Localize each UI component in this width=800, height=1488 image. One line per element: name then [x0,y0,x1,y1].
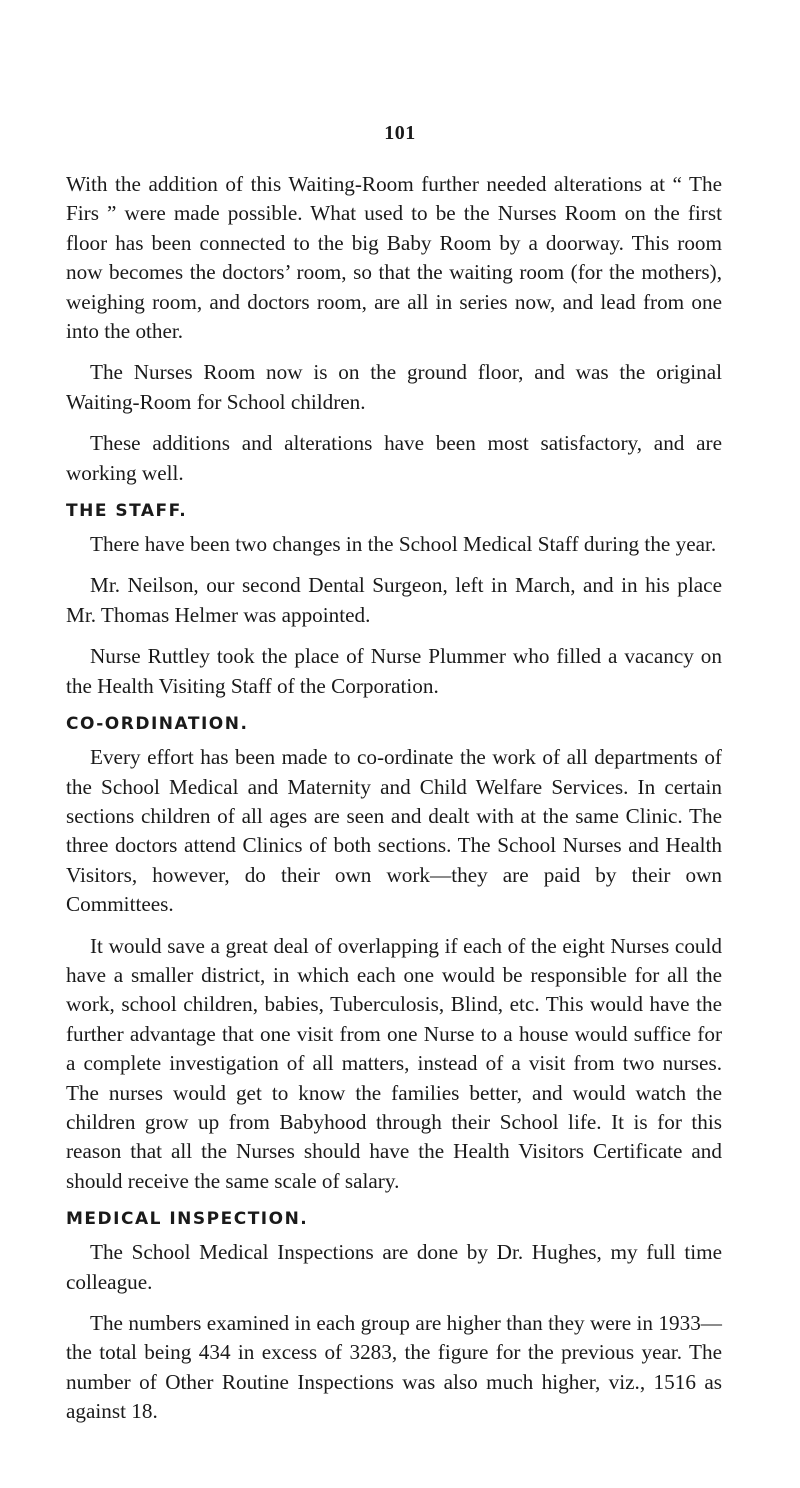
page-number: 101 [384,122,416,144]
paragraph-additions-satisfactory: These additions and alterations have been most satisfactory, and are working well. [66,431,722,485]
heading-co-ordination: CO-ORDINATION. [66,714,249,735]
paragraph-dental-surgeon: Mr. Neilson, our second Dental Surgeon, left in March, and in his place Mr. Thomas Helmer was appointed. [66,573,722,627]
heading-medical-inspection: MEDICAL INSPECTION. [66,1209,309,1230]
paragraph-nurse-ruttley: Nurse Ruttley took the place of Nurse Plummer who filled a vacancy on the Health Visiting Staff of the Corporation. [66,644,722,698]
paragraph-numbers-examined: The numbers examined in each group are higher than they were in 1933—the total being 434 in excess of 3283, the figure for the previous year. The number of Other Routine Inspections was also much higher, viz., 1516 as against 18. [66,1311,722,1424]
heading-the-staff: THE STAFF. [66,501,188,522]
paragraph-inspections-dr-hughes: The School Medical Inspections are done by Dr. Hughes, my full time colleague. [66,1240,722,1294]
document-body [66,170,722,1427]
paragraph-co-ordinate-work: Every effort has been made to co-ordinate the work of all departments of the School Medical and Maternity and Child Welfare Services. In certain sections children of all ages are seen and dealt with at the same Clinic. The three doctors attend Clinics of both sections. The School Nurses and Health Visitors, however, do their own work—they are paid by their own Committees. [66,745,722,917]
paragraph-staff-changes: There have been two changes in the School Medical Staff during the year. [90,532,717,557]
paragraph-firs-alterations: With the addition of this Waiting-Room further needed alterations at “ The Firs ” were made possible. What used to be the Nurses Room on the first floor has been connected to the big Baby Room by a doorway. This room now becomes the doctors’ room, so that the waiting room (for the mothers), weighing room, and doctors room, are all in series now, and lead from one into the other. [66,172,722,344]
paragraph-overlapping: It would save a great deal of overlapping if each of the eight Nurses could have a smaller district, in which each one would be responsible for all the work, school children, babies, Tuberculosis, Blind, etc. This would have the further advantage that one visit from one Nurse to a house would suffice for a complete investigation of all matters, instead of a visit from two nurses. The nurses would get to know the families better, and would watch the children grow up from Babyhood through their School life. It is for this reason that all the Nurses should have the Health Visitors Certificate and should receive the same scale of salary. [66,933,722,1193]
paragraph-nurses-room: The Nurses Room now is on the ground floor, and was the original Waiting-Room for School children. [66,360,722,414]
